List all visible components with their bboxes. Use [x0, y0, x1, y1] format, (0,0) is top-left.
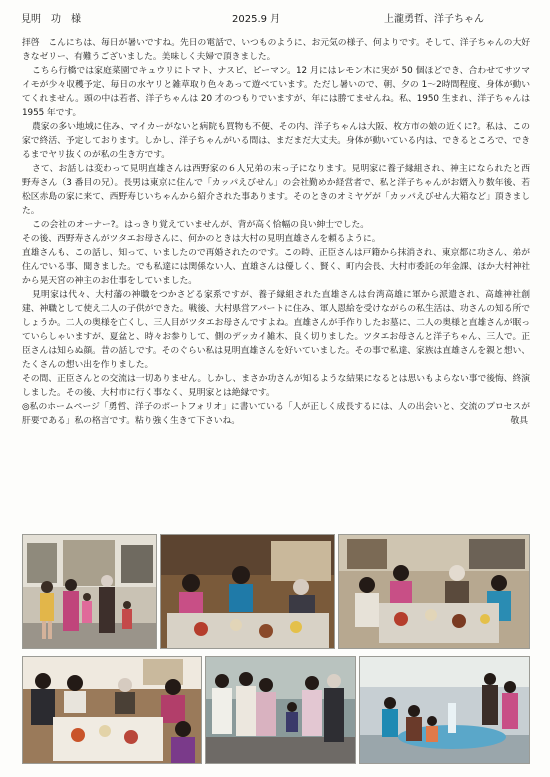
paragraph: その後、西野寿さんがツタエお母さんに、何かのときは大村の見明直雄さんを頼るように。 [22, 234, 381, 244]
photo-standing-group [205, 656, 356, 764]
photo-restaurant-group [22, 656, 202, 764]
homepage-note: ◎私のホームページ「勇哲、洋子のポートフォリオ」に書いている「人が正しく成長するには、人の出会いと、交流のプロセスが肝要である」私の格言です。粘り強く生きて下さいね。 [22, 402, 530, 426]
photo-dining-table [160, 534, 335, 649]
paragraph: その間、正臣さんとの交流は一切ありません。しかし、まさか功さんが知るような結果になるとは思いもよらない事で後悔、終演しました。その後、大村市に行く事なく、見明家とは絶縁です。 [22, 374, 530, 398]
paragraph: この会社のオーナー?。はっきり覚えていませんが、背が高く恰幅の良い紳士でした。 [32, 220, 370, 230]
paragraph: 見明家は代々、大村藩の神職をつかさどる家系ですが、養子縁組された直雄さんは台湾高雄に軍から派遣され、高雄神社創建、神職として使え二人の子供ができた。戦後、大村県営アパートに住み、軍人恩給を受けながらの私生活は、功さんの知る所でしょうか。二人の奥様を亡くし、三人目がツタエお母さんですよね。直雄さんが手作りしたお墓に、二人の奥様と直雄さんが眠っていらしゃいますが、夏盆と、時々お参りして、側のデッカイ雑木、良く切りました。ツタエお母さんと洋子ちゃん、三人で。正臣さんは知らぬ顔。昔の話しです。そのぐらい私は見明直雄さんを好いていました。その事で私達、家族は直雄さんを親と想い、たくさんの想い出を作りました。 [22, 290, 530, 370]
paragraph: 直雄さんも、この話し、知って、いましたので再婚されたのです。この時、正臣さんは戸籍から抹消され、東京都に功さん、弟が住んでいる事、聞きました。でも私達には関係ない人、直雄さんは優しく、賢く、町内会長、大村市委託の年金課、ほか大村神社から晃天宮の神主のお仕事をしていました。 [22, 248, 530, 286]
paragraph: 拝啓 こんにちは、毎日が暑いですね。先日の電話で、いつものように、お元気の様子、何よりです。そして、洋子ちゃんの大好きなゼリー、有難うございました。美味しく夫婦で頂きました。 [22, 38, 530, 62]
photo-lobby-fountain [359, 656, 530, 764]
closing-sign: 敬具 [510, 416, 528, 426]
photo-party-table [338, 534, 530, 649]
photo-outdoor-family [22, 534, 157, 649]
paragraph: さて、お話しは変わって見明直雄さんは西野家の６人兄弟の末っ子になります。見明家に養子縁組され、神主になられたと西野寿さん（3 番目の兄）。長男は東京に住んで「カッパえびせん」の会社勤めか経営者で、私と洋子ちゃんがお婿入り数年後、若松区赤島の家に来て、西野寿じいちゃんから紹介された事あります。そのときのオミヤゲが「カッパえびせん大箱など」頂きました。 [22, 164, 530, 216]
addressee: 見明 功 様 [21, 14, 81, 25]
paragraph: こちら行橋では家庭菜園でキュウリにトマト、ナスビ、ピーマン。12 月にはレモン木に実が 50 個ほどでき、合わせてサツマイモが少々収穫予定、毎日の水ヤリと雑草取り色々あって遊べています。ただし暑いので、朝、夕の 1～2時間程度、身体が動いてくれません。頭の中は若者、洋子ちゃんは 20 才のつもりでいますが、年には勝てませんね。私、1950 生まれ、洋子ちゃんは 1955 年です。 [22, 66, 530, 118]
closing-paragraph [22, 400, 530, 428]
letter-body [22, 36, 530, 428]
sender-names: 上瀧勇哲、洋子ちゃん [384, 14, 484, 25]
letter-date: 2025.9 月 [232, 14, 281, 25]
paragraph: 農家の多い地域に住み、マイカーがないと病院も買物も不便、その内、洋子ちゃんは大阪、枚方市の娘の近くに?。私は、この家で終活、予定しております。しかし、洋子ちゃんがいる間は、まだまだ大丈夫。身体が動いている内は、できるところで、できるまでヤリ抜くのが私の生き方です。 [22, 122, 530, 160]
